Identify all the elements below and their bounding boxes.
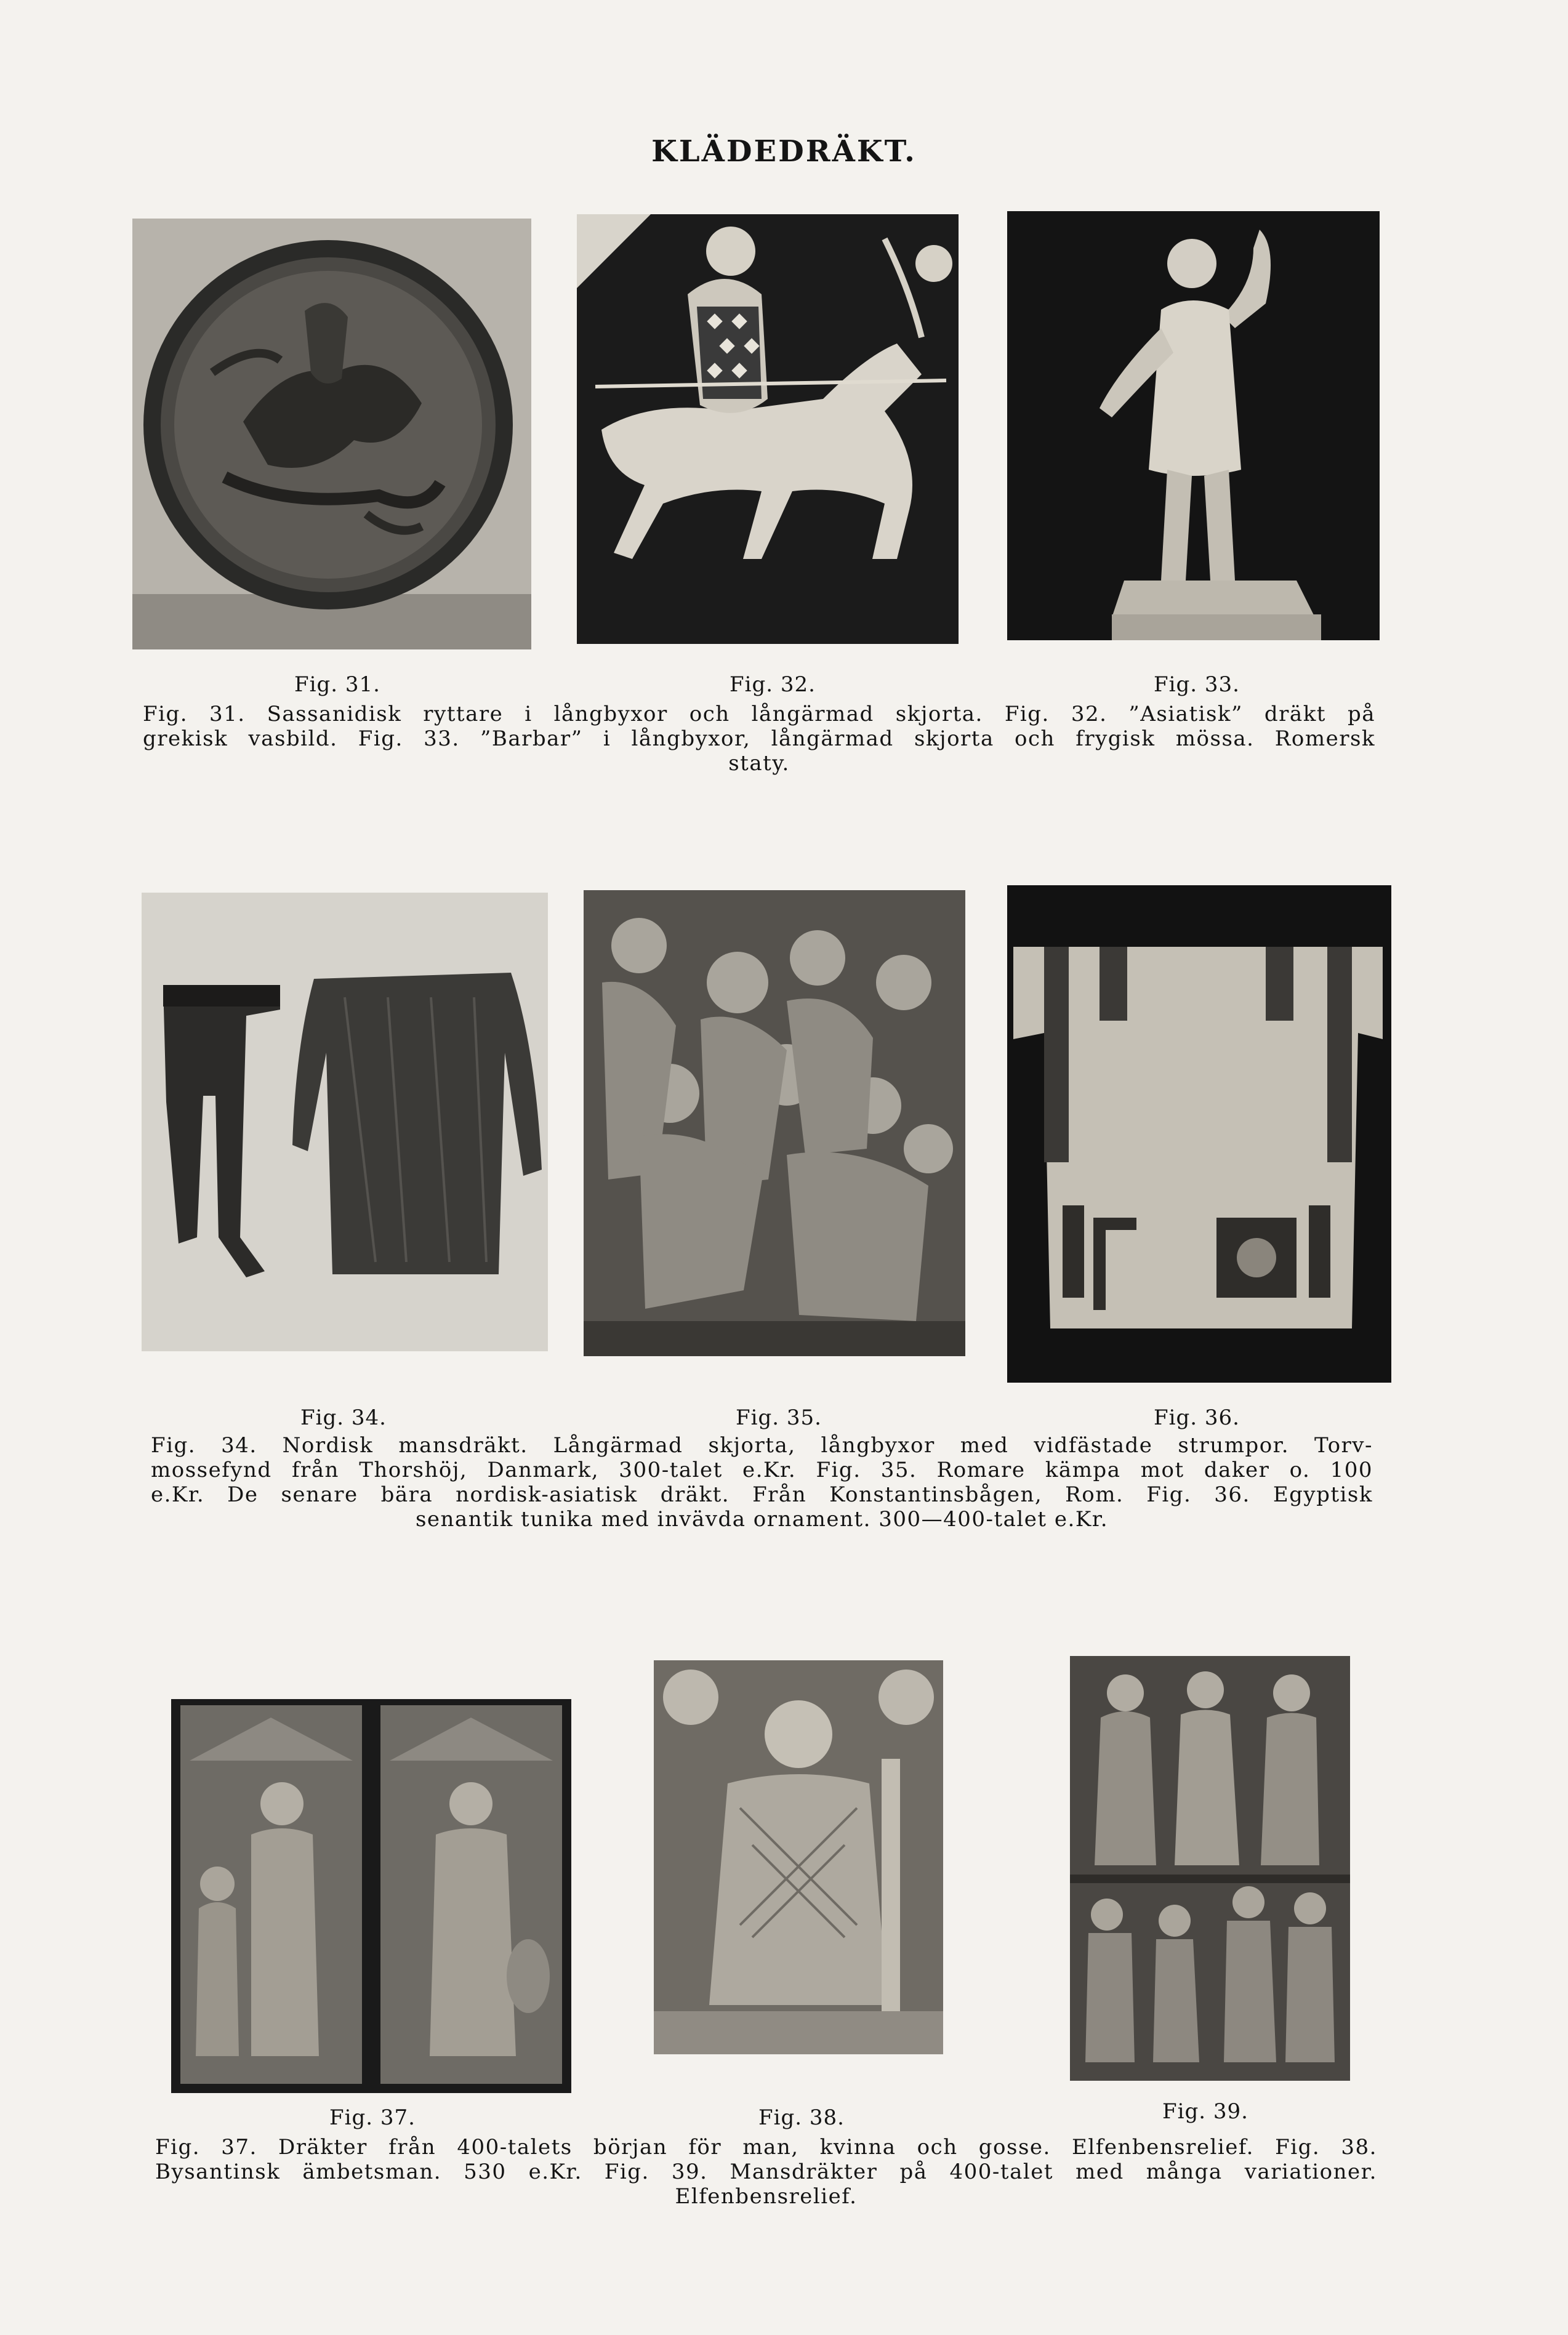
caption-line: Fig. 34. Nordisk mansdräkt. Långärmad skjorta, långbyxor med vidfästade strumpor. Torv- xyxy=(151,1433,1373,1458)
figure-31-label: Fig. 31. xyxy=(294,672,380,697)
ivory-relief-icon xyxy=(1070,1656,1350,2081)
silver-plate-icon xyxy=(132,219,531,649)
figure-38-image xyxy=(654,1660,943,2054)
figure-33-label: Fig. 33. xyxy=(1154,672,1240,697)
caption-line: Fig. 31. Sassanidisk ryttare i långbyxor och långärmad skjorta. Fig. 32. ”Asiatisk” dräkt på xyxy=(143,702,1375,726)
caption-line: senantik tunika med invävda ornament. 300—400-talet e.Kr. xyxy=(415,1507,1109,1532)
figure-33-image xyxy=(1007,211,1380,640)
caption-line: Fig. 37. Dräkter från 400-talets början för man, kvinna och gosse. Elfenbensrelief. Fig. 38. xyxy=(155,2135,1377,2160)
figure-37-label: Fig. 37. xyxy=(329,2105,416,2130)
figure-31-image xyxy=(132,219,531,649)
page-title: KLÄDEDRÄKT. xyxy=(651,134,917,169)
caption-row-3 xyxy=(155,2135,1377,2209)
caption-line: staty. xyxy=(728,751,790,776)
figure-32-label: Fig. 32. xyxy=(730,672,816,697)
figure-34-image xyxy=(142,893,548,1351)
caption-line: Elfenbensrelief. xyxy=(675,2184,858,2209)
figure-37-image xyxy=(171,1699,571,2093)
caption-line: e.Kr. De senare bära nordisk-asiatisk dräkt. Från Konstantinsbågen, Rom. Fig. 36. Egyptisk xyxy=(151,1482,1373,1507)
relief-icon xyxy=(584,890,965,1356)
ivory-panel-icon xyxy=(654,1660,943,2054)
figure-32-image xyxy=(577,214,959,644)
diptych-icon xyxy=(171,1699,571,2093)
vase-painting-icon xyxy=(577,214,959,644)
figure-35-label: Fig. 35. xyxy=(736,1405,822,1430)
figure-38-label: Fig. 38. xyxy=(758,2105,845,2130)
statue-icon xyxy=(1007,211,1380,640)
caption-line: Bysantinsk ämbetsman. 530 e.Kr. Fig. 39. Mansdräkter på 400-talet med många variationer. xyxy=(155,2160,1377,2184)
figure-39-label: Fig. 39. xyxy=(1162,2099,1248,2124)
caption-line: grekisk vasbild. Fig. 33. ”Barbar” i långbyxor, långärmad skjorta och frygisk mössa. Romersk xyxy=(143,726,1375,751)
caption-row-1 xyxy=(143,702,1375,776)
figure-39-image xyxy=(1070,1656,1350,2081)
figure-34-label: Fig. 34. xyxy=(300,1405,387,1430)
figure-36-label: Fig. 36. xyxy=(1154,1405,1240,1430)
caption-line: mossefynd från Thorshöj, Danmark, 300-talet e.Kr. Fig. 35. Romare kämpa mot daker o. 100 xyxy=(151,1458,1373,1482)
figure-36-image xyxy=(1007,885,1391,1383)
garments-icon xyxy=(142,893,548,1351)
tunic-icon xyxy=(1007,885,1391,1383)
caption-row-2 xyxy=(151,1433,1373,1532)
figure-35-image xyxy=(584,890,965,1356)
